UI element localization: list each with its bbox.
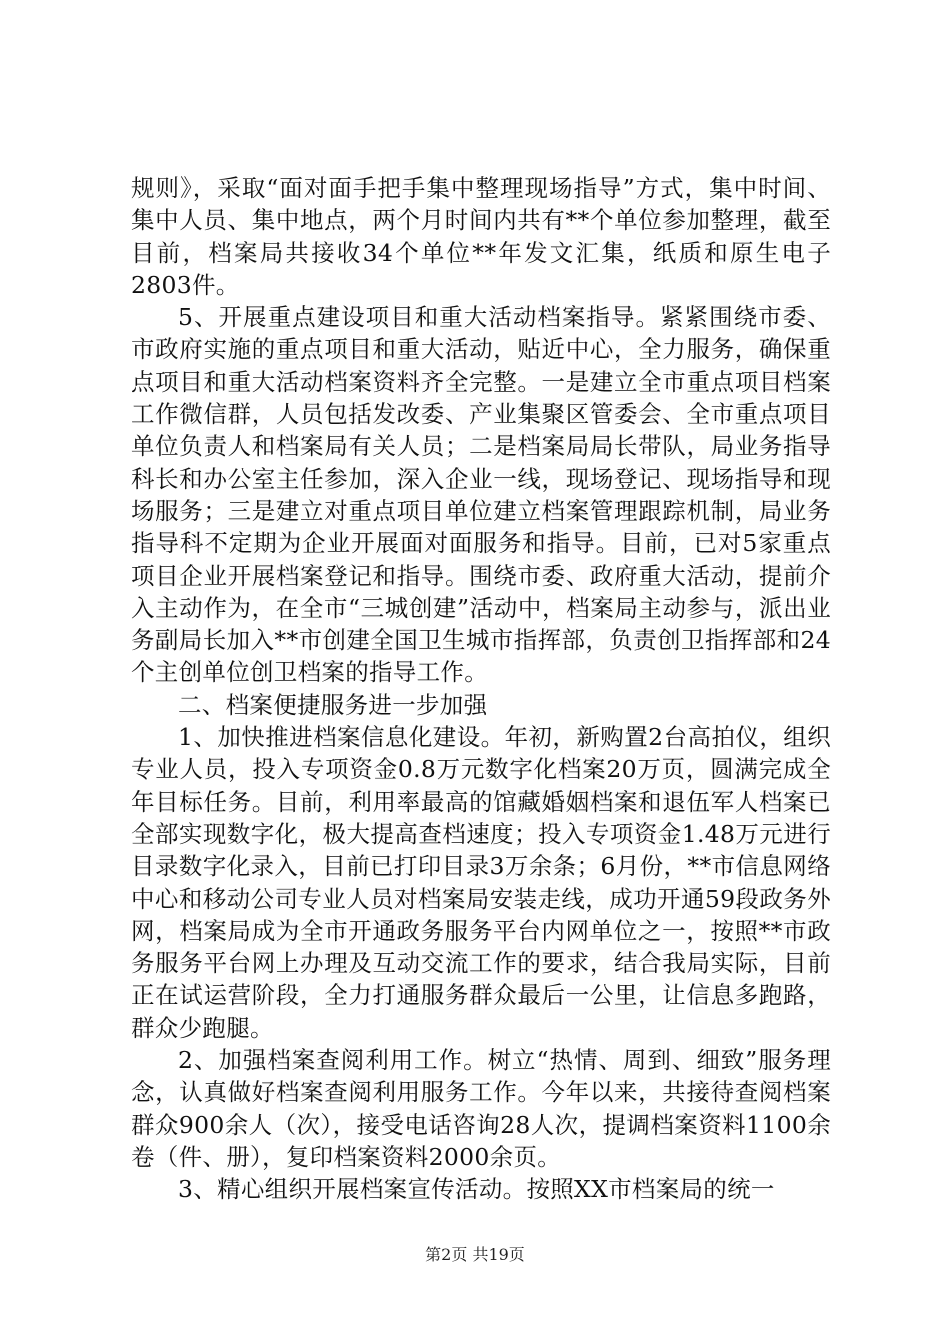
paragraph-continuation: 规则》，采取“面对面手把手集中整理现场指导”方式，集中时间、集中人员、集中地点，两个月时间内共有**个单位参加整理，截至目前，档案局共接收34个单位**年发文汇集，纸质和原生电子2803件。 — [131, 174, 831, 299]
page-footer — [0, 1245, 950, 1265]
paragraph-publicity-activities: 3、精心组织开展档案宣传活动。按照XX市档案局的统一 — [178, 1175, 775, 1204]
paragraph-key-projects-guidance: 5、开展重点建设项目和重大活动档案指导。紧紧围绕市委、市政府实施的重点项目和重大活动，贴近中心，全力服务，确保重点项目和重大活动档案资料齐全完整。一是建立全市重点项目档案工作微信群，人员包括发改委、产业集聚区管委会、全市重点项目单位负责人和档案局有关人员；二是档案局局长带队，局业务指导科长和办公室主任参加，深入企业一线，现场登记、现场指导和现场服务；三是建立对重点项目单位建立档案管理跟踪机制，局业务指导科不定期为企业开展面对面服务和指导。目前，已对5家重点项目企业开展档案登记和指导。围绕市委、政府重大活动，提前介入主动作为，在全市“三城创建”活动中，档案局主动参与，派出业务副局长加入**市创建全国卫生城市指挥部，负责创卫指挥部和24个主创单位创卫档案的指导工作。 — [131, 303, 831, 687]
paragraph-archive-access: 2、加强档案查阅利用工作。树立“热情、周到、细致”服务理念，认真做好档案查阅利用服务工作。今年以来，共接待查阅档案群众900余人（次），接受电话咨询28人次，提调档案资料1100余卷（件、册），复印档案资料2000余页。 — [131, 1046, 831, 1171]
page-number-label: 第2页 共19页 — [425, 1245, 525, 1264]
document-body — [131, 172, 831, 1206]
paragraph-informatization: 1、加快推进档案信息化建设。年初，新购置2台高拍仪，组织专业人员，投入专项资金0.8万元数字化档案20万页，圆满完成全年目标任务。目前，利用率最高的馆藏婚姻档案和退伍军人档案已全部实现数字化，极大提高查档速度；投入专项资金1.48万元进行目录数字化录入，目前已打印目录3万余条；6月份，**市信息网络中心和移动公司专业人员对档案局安装走线，成功开通59段政务外网，档案局成为全市开通政务服务平台内网单位之一，按照**市政务服务平台网上办理及互动交流工作的要求，结合我局实际，目前正在试运营阶段，全力打通服务群众最后一公里，让信息多跑路，群众少跑腿。 — [131, 723, 831, 1042]
section-heading-convenient-service: 二、档案便捷服务进一步加强 — [178, 690, 488, 719]
